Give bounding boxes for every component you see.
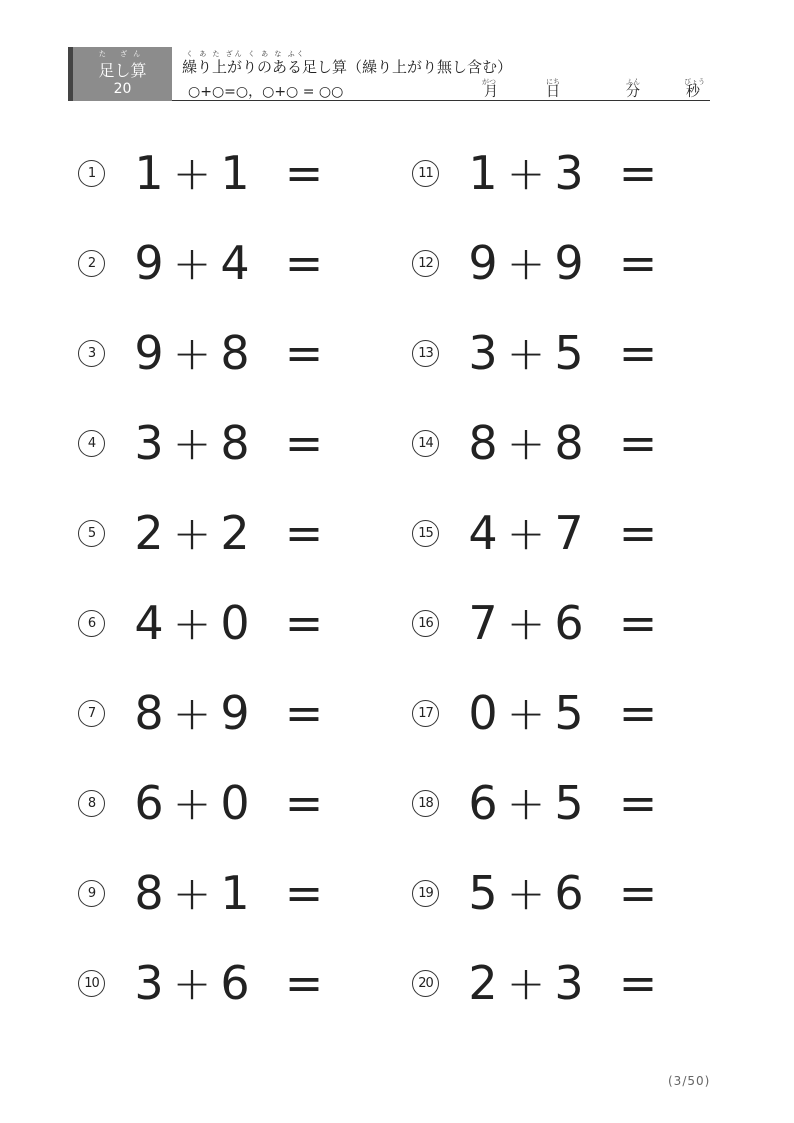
problem-expression <box>465 416 663 470</box>
equals-sign: = <box>618 956 658 1010</box>
problem-number: 2 <box>78 250 105 277</box>
equals-sign: = <box>284 866 324 920</box>
equals-sign: = <box>618 686 658 740</box>
first-operand: 1 <box>134 146 164 200</box>
equals-sign: = <box>284 416 324 470</box>
problem-number: 16 <box>412 610 439 637</box>
problem-number: 12 <box>412 250 439 277</box>
first-operand: 3 <box>134 956 164 1010</box>
plus-sign: + <box>506 866 546 920</box>
problem-expression <box>131 506 329 560</box>
second-operand: 0 <box>220 596 250 650</box>
first-operand: 9 <box>468 236 498 290</box>
problem-item <box>412 863 663 923</box>
problem-number: 19 <box>412 880 439 907</box>
first-operand: 1 <box>468 146 498 200</box>
problem-number: 1 <box>78 160 105 187</box>
problem-number: 4 <box>78 430 105 457</box>
problem-number: 9 <box>78 880 105 907</box>
title-ruby: く あ た ざん く あ な ふく <box>186 50 306 58</box>
badge-ruby: た ざん <box>98 50 147 58</box>
day-label: 日 <box>546 84 560 100</box>
problem-expression <box>131 236 329 290</box>
plus-sign: + <box>172 686 212 740</box>
problem-expression <box>131 866 329 920</box>
problem-expression <box>465 506 663 560</box>
equals-sign: = <box>284 776 324 830</box>
problem-item <box>412 323 663 383</box>
plus-sign: + <box>172 236 212 290</box>
problem-expression <box>131 776 329 830</box>
problem-item <box>78 953 329 1013</box>
problem-number: 11 <box>412 160 439 187</box>
month-label: 月 <box>484 84 498 100</box>
problem-item <box>78 413 329 473</box>
first-operand: 6 <box>134 776 164 830</box>
problem-expression <box>465 866 663 920</box>
equals-sign: = <box>284 146 324 200</box>
second-label: 秒 <box>686 84 700 100</box>
plus-sign: + <box>172 326 212 380</box>
first-operand: 3 <box>468 326 498 380</box>
equals-sign: = <box>618 416 658 470</box>
equals-sign: = <box>284 236 324 290</box>
problem-expression <box>131 146 329 200</box>
worksheet-subtitle: ○+○=○，○+○ = ○○ <box>188 84 344 100</box>
second-operand: 1 <box>220 866 250 920</box>
problem-number: 6 <box>78 610 105 637</box>
second-operand: 6 <box>554 866 584 920</box>
problem-number: 8 <box>78 790 105 817</box>
plus-sign: + <box>506 236 546 290</box>
header-rule <box>172 100 710 101</box>
problem-item <box>78 683 329 743</box>
plus-sign: + <box>506 956 546 1010</box>
equals-sign: = <box>284 506 324 560</box>
second-operand: 0 <box>220 776 250 830</box>
problem-expression <box>131 416 329 470</box>
problem-number: 20 <box>412 970 439 997</box>
badge-title: 足し算 <box>98 61 147 80</box>
second-operand: 6 <box>220 956 250 1010</box>
first-operand: 9 <box>134 326 164 380</box>
equals-sign: = <box>618 326 658 380</box>
equals-sign: = <box>618 776 658 830</box>
problem-item <box>412 593 663 653</box>
first-operand: 4 <box>134 596 164 650</box>
second-operand: 8 <box>554 416 584 470</box>
problem-expression <box>465 596 663 650</box>
problem-expression <box>131 596 329 650</box>
problem-item <box>412 503 663 563</box>
first-operand: 2 <box>468 956 498 1010</box>
problem-item <box>78 773 329 833</box>
second-operand: 8 <box>220 326 250 380</box>
first-operand: 3 <box>134 416 164 470</box>
minute-label: 分 <box>626 84 640 100</box>
plus-sign: + <box>172 596 212 650</box>
problem-expression <box>131 686 329 740</box>
problem-item <box>412 773 663 833</box>
month-ruby: がつ <box>482 78 496 86</box>
worksheet-badge <box>68 47 172 101</box>
problem-item <box>412 233 663 293</box>
first-operand: 8 <box>134 866 164 920</box>
equals-sign: = <box>618 596 658 650</box>
problem-number: 7 <box>78 700 105 727</box>
problem-expression <box>465 956 663 1010</box>
plus-sign: + <box>506 146 546 200</box>
worksheet-header <box>68 47 710 103</box>
plus-sign: + <box>506 506 546 560</box>
minute-ruby: ふん <box>626 78 640 86</box>
equals-sign: = <box>618 236 658 290</box>
second-operand: 3 <box>554 956 584 1010</box>
problem-number: 5 <box>78 520 105 547</box>
plus-sign: + <box>172 866 212 920</box>
problem-item <box>412 143 663 203</box>
first-operand: 9 <box>134 236 164 290</box>
equals-sign: = <box>284 596 324 650</box>
equals-sign: = <box>618 506 658 560</box>
problem-item <box>78 323 329 383</box>
badge-number: 20 <box>113 81 132 97</box>
problem-expression <box>465 146 663 200</box>
first-operand: 8 <box>468 416 498 470</box>
plus-sign: + <box>172 146 212 200</box>
problem-number: 18 <box>412 790 439 817</box>
second-operand: 1 <box>220 146 250 200</box>
first-operand: 8 <box>134 686 164 740</box>
problem-expression <box>465 686 663 740</box>
problem-item <box>412 953 663 1013</box>
first-operand: 0 <box>468 686 498 740</box>
equals-sign: = <box>284 686 324 740</box>
plus-sign: + <box>172 506 212 560</box>
second-operand: 3 <box>554 146 584 200</box>
second-operand: 9 <box>220 686 250 740</box>
plus-sign: + <box>506 416 546 470</box>
equals-sign: = <box>618 146 658 200</box>
problem-number: 15 <box>412 520 439 547</box>
equals-sign: = <box>284 956 324 1010</box>
problem-number: 17 <box>412 700 439 727</box>
equals-sign: = <box>284 326 324 380</box>
problem-number: 10 <box>78 970 105 997</box>
second-operand: 5 <box>554 776 584 830</box>
problem-item <box>412 683 663 743</box>
problem-expression <box>131 326 329 380</box>
problem-item <box>78 143 329 203</box>
second-operand: 6 <box>554 596 584 650</box>
first-operand: 5 <box>468 866 498 920</box>
problem-expression <box>465 776 663 830</box>
plus-sign: + <box>172 416 212 470</box>
problem-expression <box>465 236 663 290</box>
plus-sign: + <box>172 776 212 830</box>
problem-item <box>78 233 329 293</box>
worksheet-title: 繰り上がりのある足し算（繰り上がり無し含む） <box>182 58 513 76</box>
day-ruby: にち <box>546 78 560 86</box>
first-operand: 6 <box>468 776 498 830</box>
page-indicator: (3/50) <box>668 1074 711 1088</box>
problem-item <box>78 503 329 563</box>
problem-number: 14 <box>412 430 439 457</box>
second-operand: 2 <box>220 506 250 560</box>
second-operand: 4 <box>220 236 250 290</box>
plus-sign: + <box>506 596 546 650</box>
problem-item <box>412 413 663 473</box>
problem-item <box>78 593 329 653</box>
second-ruby: びょう <box>684 78 705 86</box>
second-operand: 7 <box>554 506 584 560</box>
problem-number: 13 <box>412 340 439 367</box>
first-operand: 7 <box>468 596 498 650</box>
plus-sign: + <box>506 686 546 740</box>
problem-item <box>78 863 329 923</box>
plus-sign: + <box>172 956 212 1010</box>
problem-expression <box>465 326 663 380</box>
problem-number: 3 <box>78 340 105 367</box>
equals-sign: = <box>618 866 658 920</box>
plus-sign: + <box>506 776 546 830</box>
second-operand: 9 <box>554 236 584 290</box>
second-operand: 5 <box>554 326 584 380</box>
problem-expression <box>131 956 329 1010</box>
first-operand: 2 <box>134 506 164 560</box>
second-operand: 8 <box>220 416 250 470</box>
first-operand: 4 <box>468 506 498 560</box>
plus-sign: + <box>506 326 546 380</box>
second-operand: 5 <box>554 686 584 740</box>
